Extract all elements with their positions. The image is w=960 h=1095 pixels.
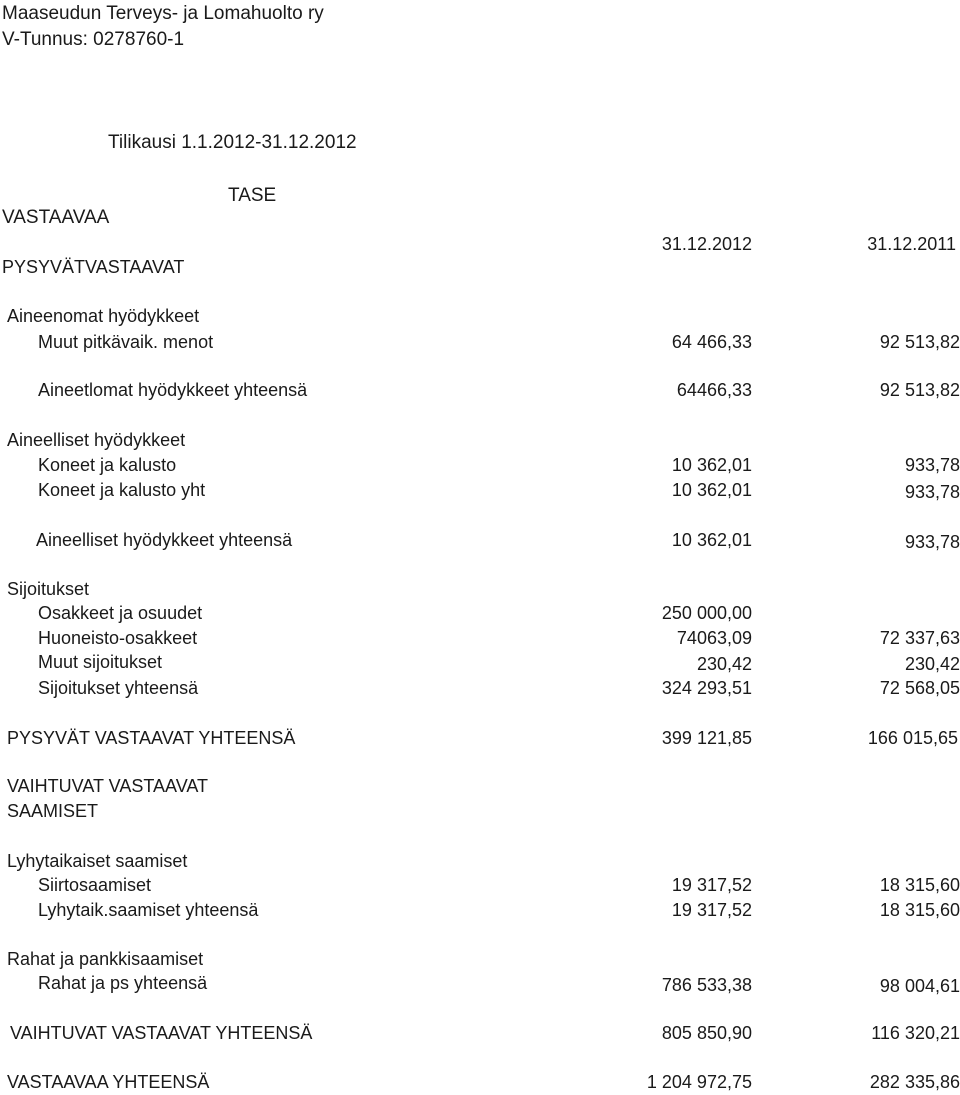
- row-label: Muut sijoitukset: [38, 652, 163, 672]
- value-current: 19 317,52: [671, 900, 752, 920]
- value-previous: 933,78: [904, 532, 960, 552]
- value-previous: 933,78: [904, 455, 960, 475]
- value-current: 10 362,01: [671, 530, 752, 550]
- row-label: PYSYVÄT VASTAAVAT YHTEENSÄ: [7, 728, 296, 748]
- value-current: 250 000,00: [661, 603, 752, 623]
- value-previous: 72 337,63: [879, 628, 960, 648]
- document-title: TASE: [228, 185, 277, 206]
- column-header-current: 31.12.2012: [661, 234, 752, 254]
- row-label: VASTAAVAA YHTEENSÄ: [7, 1072, 210, 1092]
- value-current: 64466,33: [676, 380, 752, 400]
- value-previous: 933,78: [904, 482, 960, 502]
- value-previous: 98 004,61: [879, 976, 960, 996]
- row-label: Sijoitukset: [7, 579, 90, 599]
- row-label: Aineelliset hyödykkeet yhteensä: [36, 530, 293, 550]
- value-current: 805 850,90: [661, 1023, 752, 1043]
- business-id: V-Tunnus: 0278760-1: [2, 29, 185, 50]
- row-label: Aineenomat hyödykkeet: [7, 306, 200, 326]
- section-title: PYSYVÄTVASTAAVAT: [2, 257, 185, 277]
- value-current: 19 317,52: [671, 875, 752, 895]
- row-label: Siirtosaamiset: [38, 875, 152, 895]
- value-previous: 92 513,82: [879, 332, 960, 352]
- row-label: Rahat ja ps yhteensä: [38, 973, 208, 993]
- value-current: 10 362,01: [671, 455, 752, 475]
- column-header-previous: 31.12.2011: [867, 234, 956, 254]
- row-label: Huoneisto-osakkeet: [38, 628, 198, 648]
- value-current: 786 533,38: [661, 975, 752, 995]
- value-current: 10 362,01: [671, 480, 752, 500]
- side-title: VASTAAVAA: [2, 207, 110, 228]
- row-label: Lyhytaik.saamiset yhteensä: [38, 900, 259, 920]
- row-label: Aineelliset hyödykkeet: [7, 430, 186, 450]
- value-previous: 92 513,82: [879, 380, 960, 400]
- row-label: VAIHTUVAT VASTAAVAT YHTEENSÄ: [10, 1023, 313, 1043]
- row-label: Osakkeet ja osuudet: [38, 603, 203, 623]
- value-previous: 282 335,86: [869, 1072, 960, 1092]
- value-current: 230,42: [696, 654, 752, 674]
- organization-name: Maaseudun Terveys- ja Lomahuolto ry: [2, 3, 324, 24]
- row-label: Aineetlomat hyödykkeet yhteensä: [38, 380, 308, 400]
- value-previous: 116 320,21: [871, 1023, 960, 1043]
- value-previous: 72 568,05: [879, 678, 960, 698]
- row-label: Muut pitkävaik. menot: [38, 332, 214, 352]
- value-current: 1 204 972,75: [646, 1072, 752, 1092]
- value-current: 399 121,85: [661, 728, 752, 748]
- value-current: 324 293,51: [661, 678, 752, 698]
- value-previous: 230,42: [904, 654, 960, 674]
- value-current: 64 466,33: [671, 332, 752, 352]
- row-label: Koneet ja kalusto: [38, 455, 177, 475]
- value-current: 74063,09: [676, 628, 752, 648]
- row-label: Lyhytaikaiset saamiset: [7, 851, 188, 871]
- row-label: VAIHTUVAT VASTAAVAT: [7, 776, 209, 796]
- row-label: Koneet ja kalusto yht: [38, 480, 206, 500]
- value-previous: 18 315,60: [879, 900, 960, 920]
- row-label: SAAMISET: [7, 801, 99, 821]
- row-label: Rahat ja pankkisaamiset: [7, 949, 204, 969]
- row-label: Sijoitukset yhteensä: [38, 678, 199, 698]
- value-previous: 18 315,60: [879, 875, 960, 895]
- value-previous: 166 015,65: [867, 728, 958, 748]
- fiscal-period: Tilikausi 1.1.2012-31.12.2012: [108, 132, 357, 153]
